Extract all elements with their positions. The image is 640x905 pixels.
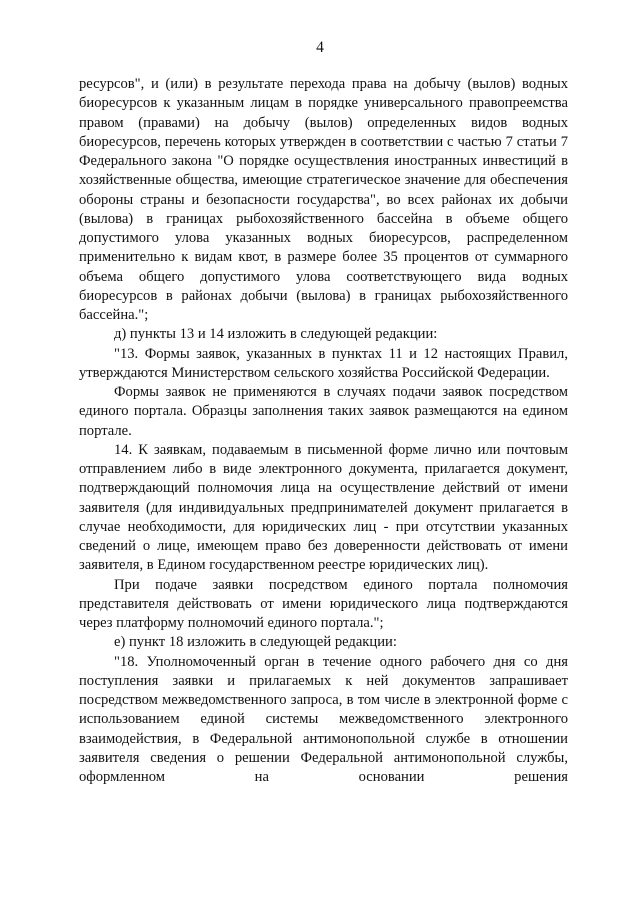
paragraph-portal-note: При подаче заявки посредством единого портала полномочия представителя действовать от имени юридического лица подтверждаются через платформу полномочий единого портала.";	[79, 576, 568, 631]
paragraph-clause-18: "18. Уполномоченный орган в течение одного рабочего дня со дня поступления заявки и прилагаемых к ней документов запрашивает посредством межведомственного запроса, в том числе в электронной форме с использованием единой системы межведомственного электронного взаимодействия, в Федеральной антимонопольной службе в отношении заявителя сведения о решении Федеральной антимонопольной службы, оформленном на основании решения	[79, 653, 568, 785]
paragraph-continuation: ресурсов", и (или) в результате перехода права на добычу (вылов) водных биоресурсов к указанным лицам в порядке универсального правопреемства правом (правами) на добычу (вылов) определенных видов водных биоресурсов, перечень которых утвержден в соответствии с частью 7 статьи 7 Федерального закона "О порядке осуществления иностранных инвестиций в хозяйственные общества, имеющие стратегическое значение для обеспечения обороны страны и безопасности государства", во всех районах их добычи (вылова) в границах рыбохозяйственного бассейна в объеме общего допустимого улова указанных водных биоресурсов, распределенном применительно к видам квот, в размере более 35 процентов от суммарного объема общего допустимого улова соответствующего вида водных биоресурсов в районах добычи (вылова) в границах рыбохозяйственного бассейна.";	[79, 76, 568, 323]
paragraph-forms-note: Формы заявок не применяются в случаях подачи заявок посредством единого портала. Образцы заполнения таких заявок размещаются на едином портале.	[79, 384, 568, 439]
document-body	[79, 75, 568, 787]
paragraph-item-e: е) пункт 18 изложить в следующей редакции:	[114, 634, 397, 651]
paragraph-clause-13: "13. Формы заявок, указанных в пунктах 11 и 12 настоящих Правил, утверждаются Министерством сельского хозяйства Российской Федерации.	[79, 345, 568, 381]
paragraph-item-d: д) пункты 13 и 14 изложить в следующей редакции:	[114, 326, 438, 343]
paragraph-clause-14: 14. К заявкам, подаваемым в письменной форме лично или почтовым отправлением либо в виде электронного документа, прилагается документ, подтверждающий полномочия лица на осуществление действий от имени заявителя (для индивидуальных предпринимателей документ прилагается в случае необходимости, для юридических лиц - при отсутствии указанных сведений о лице, имеющем право без доверенности действовать от имени заявителя, в Едином государственном реестре юридических лиц).	[79, 441, 568, 574]
page-number: 4	[316, 39, 324, 56]
